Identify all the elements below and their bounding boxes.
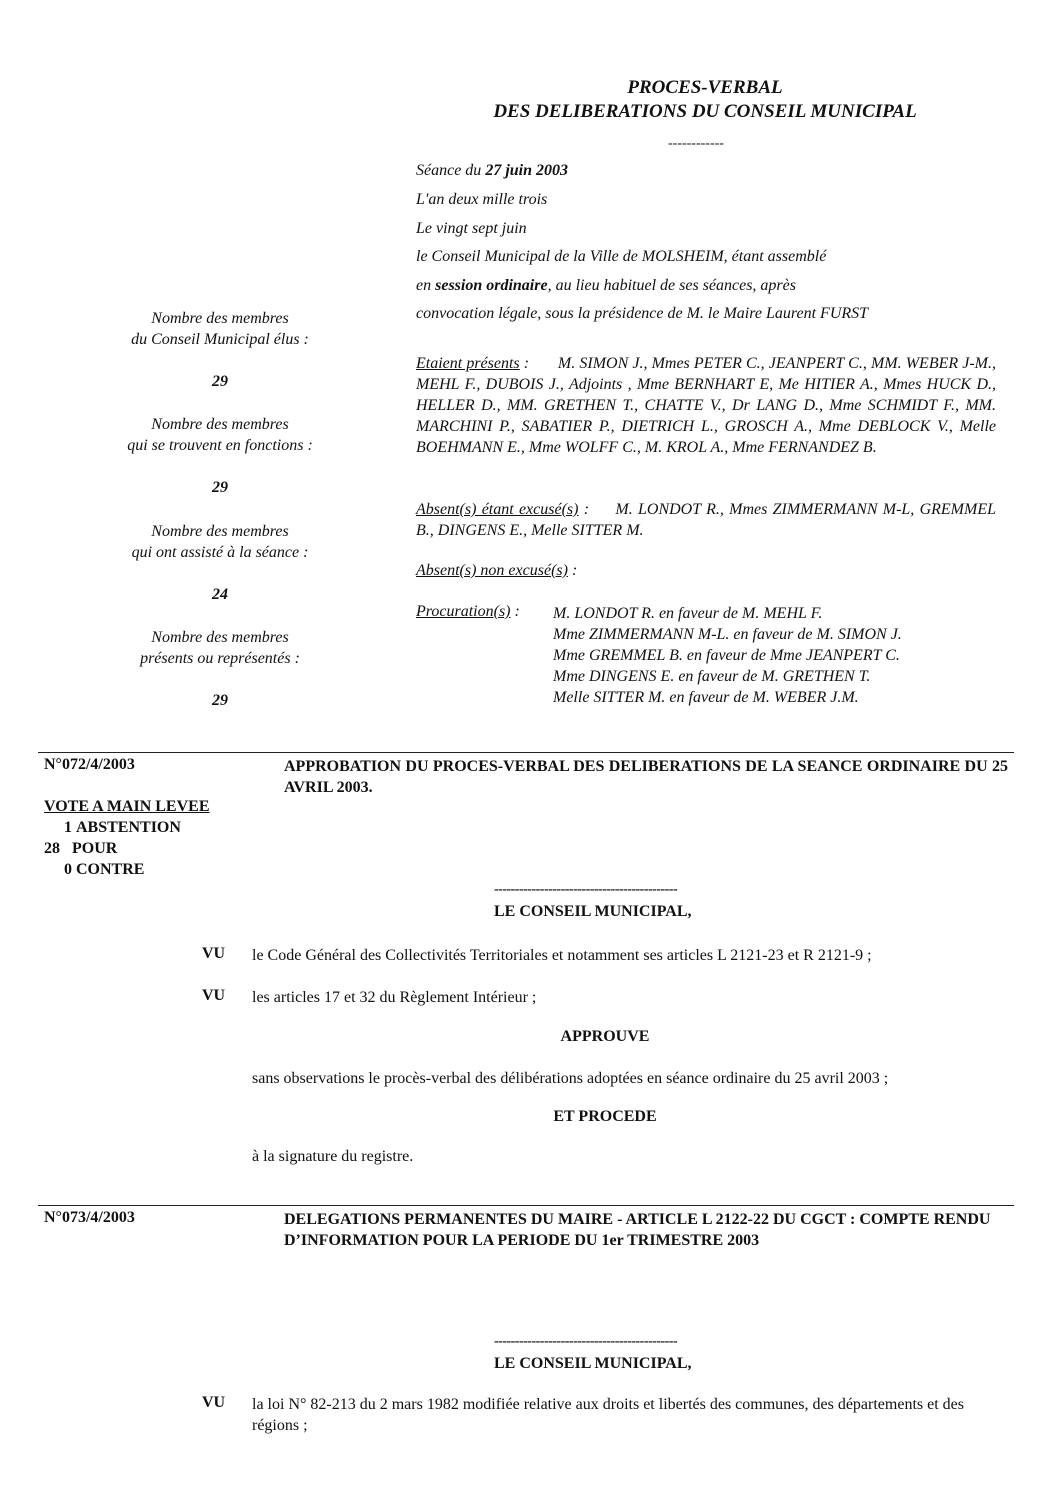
vote-label: ABSTENTION (76, 819, 181, 836)
attendance-presents-text: M. SIMON J., Mmes PETER C., JEANPERT C., MM. WEBER J-M., MEHL F., DUBOIS J., Adjoints , Mme BERNHART E, Me HITIER A., Mmes HUCK D., HELLER D., MM. GRETHEN T., CHATTE V., Dr LANG D., Mme SCHMIDT F., MM. MARCHINI P., SABATIER P., DIETRICH L., GROSCH A., Mme DEBLOCK V., Melle BOEHMANN E., Mme WOLFF C., M. KROL A., Mme FERNANDEZ B. (416, 355, 997, 456)
attendance-presents-label: Etaient présents (416, 355, 520, 372)
vu-text: le Code Général des Collectivités Territoriales et notamment ses articles L 2121-23 et R 2121-9 ; (252, 947, 872, 964)
approuve-text: sans observations le procès-verbal des délibérations adoptées en séance ordinaire du 25 avril 2003 ; (252, 1070, 889, 1087)
council-separator: -------------------------------------------- (494, 882, 678, 897)
vu-label: VU (202, 945, 226, 962)
council-separator: -------------------------------------------- (494, 1334, 678, 1349)
vu-text: la loi N° 82-213 du 2 mars 1982 modifiée relative aux droits et libertés des communes, des départements et des régions ; (252, 1396, 964, 1434)
attendance-procurations-label: Procuration(s) (416, 603, 511, 620)
vu-label: VU (202, 987, 226, 1004)
members-assiste-label (90, 521, 350, 563)
vote-abstention (44, 819, 181, 837)
seance-year: L'an deux mille trois (416, 191, 548, 208)
members-fonctions-label-1: Nombre des membres (151, 416, 289, 433)
procede-heading: ET PROCEDE (553, 1108, 657, 1125)
seance-date-value: 27 juin 2003 (485, 162, 568, 179)
procurations-list (553, 603, 902, 708)
procuration-item: Mme GREMMEL B. en faveur de Mme JEANPERT C. (553, 647, 900, 664)
title-separator: ------------ (668, 136, 724, 151)
attendance-procurations-sep: : (510, 603, 520, 620)
attendance-non-excuses-label: Absent(s) non excusé(s) (416, 562, 568, 579)
members-fonctions-value: 29 (212, 479, 228, 496)
seance-date (416, 162, 568, 180)
section-divider (38, 752, 1014, 753)
vote-heading: VOTE A MAIN LEVEE (44, 798, 210, 815)
attendance-excuses-text: M. LONDOT R., Mmes ZIMMERMANN M-L, GREMMEL B., DINGENS E., Melle SITTER M. (416, 501, 996, 539)
seance-session (416, 277, 796, 295)
procuration-item: M. LONDOT R. en faveur de M. MEHL F. (553, 605, 823, 622)
delib2-title: DELEGATIONS PERMANENTES DU MAIRE - ARTICLE L 2122-22 DU CGCT : COMPTE RENDU D’INFORMATION POUR LA PERIODE DU 1er TRIMESTRE 2003 (284, 1211, 991, 1249)
council-heading: LE CONSEIL MUNICIPAL, (494, 1355, 692, 1372)
vu-text: les articles 17 et 32 du Règlement Intérieur ; (252, 989, 537, 1006)
procuration-item: Melle SITTER M. en faveur de M. WEBER J.M. (553, 689, 859, 706)
members-elus-label (90, 308, 350, 350)
vote-count: 0 (64, 861, 72, 878)
members-presents-label (90, 627, 350, 669)
procuration-item: Mme ZIMMERMANN M-L. en faveur de M. SIMON J. (553, 626, 902, 643)
members-elus-label-1: Nombre des membres (151, 310, 289, 327)
vote-label: POUR (72, 840, 118, 857)
members-presents-label-1: Nombre des membres (151, 629, 289, 646)
delib1-number: N°072/4/2003 (44, 756, 135, 773)
attendance-presents-sep: : (519, 355, 530, 372)
seance-convocation: convocation légale, sous la présidence de M. le Maire Laurent FURST (416, 305, 869, 322)
members-presents-label-2: présents ou représentés : (140, 650, 300, 667)
seance-day: Le vingt sept juin (416, 220, 527, 237)
document-title-line-1: PROCES-VERBAL (627, 77, 783, 98)
members-assiste-label-2: qui ont assisté à la séance : (131, 544, 309, 561)
vote-contre (44, 861, 144, 879)
seance-session-prefix: en (416, 277, 436, 294)
procuration-item: Mme DINGENS E. en faveur de M. GRETHEN T. (553, 668, 871, 685)
seance-assembly: le Conseil Municipal de la Ville de MOLSHEIM, étant assemblé (416, 248, 827, 265)
document-title-line-2: DES DELIBERATIONS DU CONSEIL MUNICIPAL (493, 101, 917, 122)
vote-pour (44, 840, 117, 858)
seance-session-type: session ordinaire (435, 277, 548, 294)
attendance-excuses (416, 499, 996, 541)
members-assiste-value: 24 (212, 586, 228, 603)
attendance-excuses-label: Absent(s) étant excusé(s) (416, 501, 579, 518)
members-fonctions-label-2: qui se trouvent en fonctions : (127, 437, 313, 454)
procede-text: à la signature du registre. (252, 1148, 414, 1165)
vote-label: CONTRE (76, 861, 145, 878)
members-elus-label-2: du Conseil Municipal élus : (131, 331, 309, 348)
section-divider (38, 1205, 1014, 1206)
vote-count: 1 (64, 819, 72, 836)
seance-session-suffix: , au lieu habituel de ses séances, après (547, 277, 796, 294)
vote-count: 28 (44, 840, 60, 857)
members-elus-value: 29 (212, 373, 228, 390)
attendance-excuses-sep: : (578, 501, 590, 518)
seance-date-prefix: Séance du (416, 162, 486, 179)
approuve-heading: APPROUVE (560, 1028, 650, 1045)
council-heading: LE CONSEIL MUNICIPAL, (494, 903, 692, 920)
vu-label: VU (202, 1394, 226, 1411)
delib1-title: APPROBATION DU PROCES-VERBAL DES DELIBERATIONS DE LA SEANCE ORDINAIRE DU 25 AVRIL 2003. (284, 758, 1008, 796)
members-assiste-label-1: Nombre des membres (151, 523, 289, 540)
attendance-presents (416, 353, 996, 458)
members-fonctions-label (90, 414, 350, 456)
attendance-procurations-heading (416, 603, 520, 621)
delib2-number: N°073/4/2003 (44, 1209, 135, 1226)
attendance-non-excuses-sep: : (567, 562, 578, 579)
members-presents-value: 29 (212, 692, 228, 709)
attendance-non-excuses (416, 562, 577, 580)
